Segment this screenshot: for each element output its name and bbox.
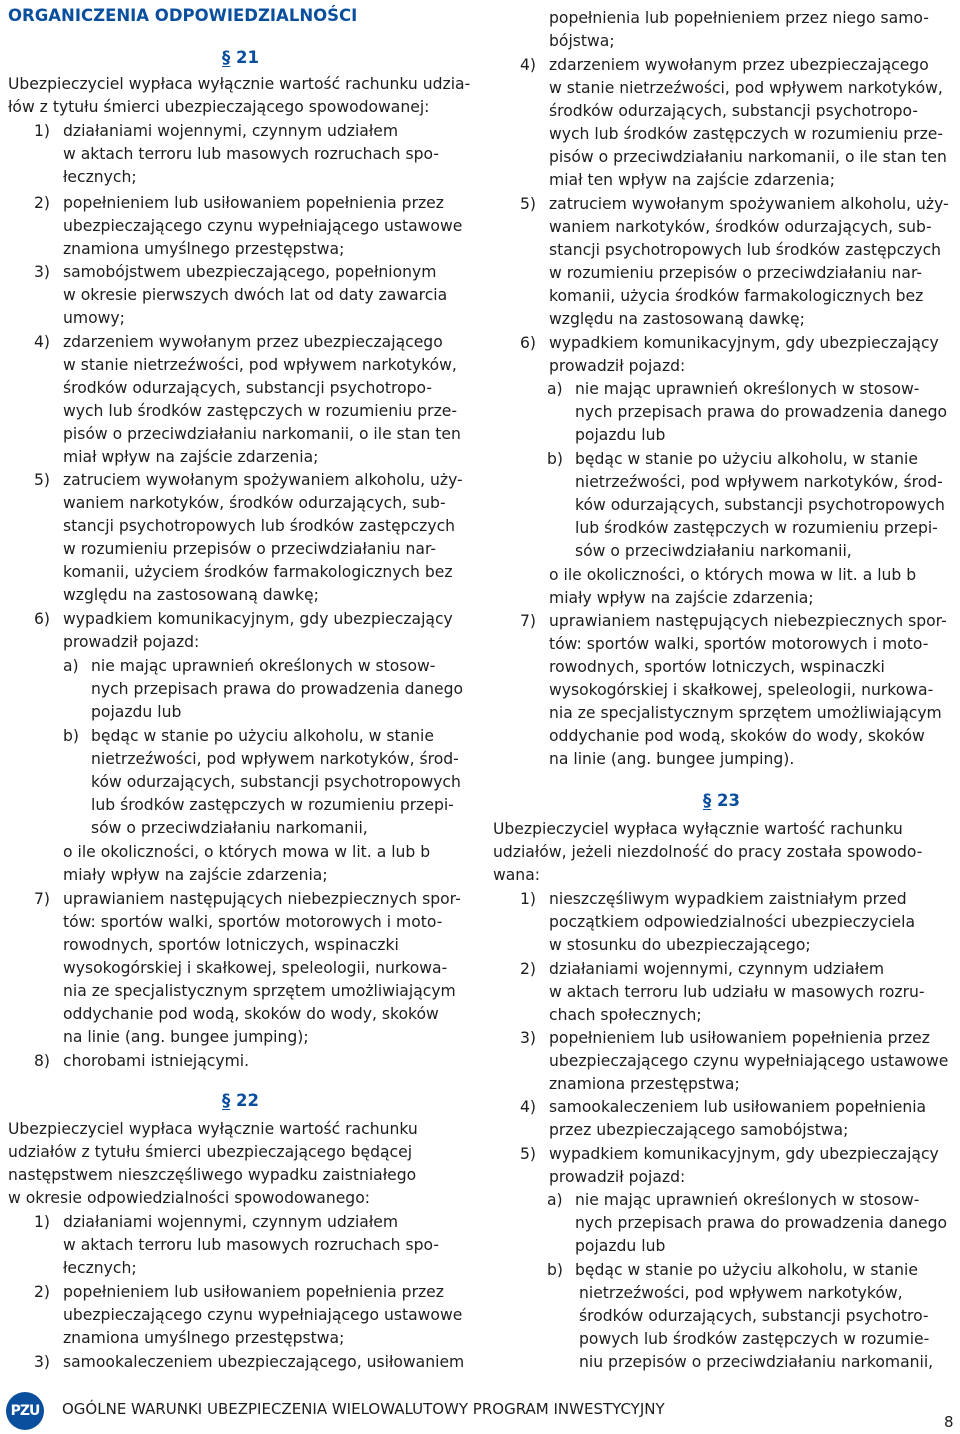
text-line: przez ubezpieczającego samobójstwa; (549, 1121, 849, 1139)
text-line: na linie (ang. bungee jumping); (63, 1028, 309, 1046)
list-marker: 1) (34, 122, 51, 140)
text-line: w aktach terroru lub udziału w masowych rozru- (549, 983, 925, 1001)
text-line: popełnieniem lub usiłowaniem popełnienia przez (63, 1283, 444, 1301)
list-marker: 5) (34, 471, 51, 489)
text-line: nie mając uprawnień określonych w stosow- (575, 380, 920, 398)
text-line: miał wpływ na zajście zdarzenia; (63, 448, 319, 466)
text-line: nietrzeźwości, pod wpływem narkotyków, (579, 1284, 903, 1302)
footer-title: OGÓLNE WARUNKI UBEZPIECZENIA WIELOWALUTOWY PROGRAM INWESTYCYJNY (62, 1400, 665, 1418)
text-line: Ubezpieczyciel wypłaca wyłącznie wartość rachunku (493, 820, 903, 838)
text-line: będąc w stanie po użyciu alkoholu, w stanie (91, 727, 434, 745)
text-line: udziałów, jeżeli niezdolność do pracy została spowodo- (493, 843, 923, 861)
text-line: niu przepisów o przeciwdziałaniu narkomanii, (579, 1353, 934, 1371)
text-line: nietrzeźwości, pod wpływem narkotyków, środ- (91, 750, 459, 768)
text-line: zatruciem wywołanym spożywaniem alkoholu, uży- (63, 471, 463, 489)
text-line: w rozumieniu przepisów o przeciwdziałaniu nar- (549, 264, 922, 282)
list-marker: 3) (34, 263, 51, 281)
text-line: względu na zastosowaną dawkę; (63, 586, 319, 604)
list-marker: a) (547, 1191, 563, 1209)
section-heading: ORGANICZENIA ODPOWIEDZIALNOŚCI (8, 6, 358, 25)
text-line: ków odurzających, substancji psychotropowych (91, 773, 461, 791)
text-line: łecznych; (63, 1259, 137, 1277)
text-line: nych przepisach prawa do prowadzenia danego (91, 680, 464, 698)
text-line: samookaleczeniem lub usiłowaniem popełnienia (549, 1098, 927, 1116)
text-line: umowy; (63, 309, 125, 327)
text-line: prowadził pojazd: (549, 1168, 686, 1186)
list-marker: 6) (34, 610, 51, 628)
pzu-logo: PZU (6, 1392, 44, 1430)
text-line: wana: (493, 866, 541, 884)
section-symbol: § (222, 1091, 231, 1110)
text-line: względu na zastosowaną dawkę; (549, 310, 805, 328)
text-line: miały wpływ na zajście zdarzenia; (63, 866, 328, 884)
text-line: pojazdu lub (91, 703, 182, 721)
list-marker: b) (63, 727, 79, 745)
text-line: lub środków zastępczych w rozumieniu przepi- (575, 519, 938, 537)
text-line: znamiona umyślnego przestępstwa; (63, 1329, 345, 1347)
text-line: wych lub środków zastępczych w rozumieniu prze- (549, 125, 943, 143)
text-line: uprawianiem następujących niebezpiecznych spor- (63, 890, 461, 908)
list-marker: 2) (34, 1283, 51, 1301)
text-line: środków odurzających, substancji psychotro- (579, 1307, 929, 1325)
text-line: Ubezpieczyciel wypłaca wyłącznie wartość rachunku (8, 1120, 418, 1138)
text-line: o ile okoliczności, o których mowa w lit. a lub b (549, 566, 917, 584)
text-line: nia ze specjalistycznym sprzętem umożliwiającym (63, 982, 456, 1000)
text-line: pojazdu lub (575, 1237, 666, 1255)
text-line: popełnienia lub popełnieniem przez niego samo- (549, 9, 929, 27)
text-line: rowodnych, sportów lotniczych, wspinaczki (549, 658, 885, 676)
paragraph-number: § 22 (222, 1091, 259, 1110)
text-line: zatruciem wywołanym spożywaniem alkoholu, uży- (549, 195, 949, 213)
text-line: na linie (ang. bungee jumping). (549, 750, 795, 768)
text-line: wych lub środków zastępczych w rozumieniu prze- (63, 402, 457, 420)
text-line: będąc w stanie po użyciu alkoholu, w stanie (575, 1261, 918, 1279)
section-symbol: § (703, 791, 712, 810)
text-line: w stosunku do ubezpieczającego; (549, 936, 811, 954)
text-line: popełnieniem lub usiłowaniem popełnienia przez (63, 194, 444, 212)
text-line: w stanie nietrzeźwości, pod wpływem narkotyków, (63, 356, 457, 374)
list-marker: a) (63, 657, 79, 675)
text-line: wypadkiem komunikacyjnym, gdy ubezpieczający (549, 1145, 939, 1163)
text-line: chorobami istniejącymi. (63, 1052, 250, 1070)
list-marker: 5) (520, 195, 537, 213)
paragraph-number: § 23 (703, 791, 740, 810)
text-line: działaniami wojennymi, czynnym udziałem (549, 960, 885, 978)
text-line: miały wpływ na zajście zdarzenia; (549, 589, 814, 607)
text-line: nych przepisach prawa do prowadzenia danego (575, 403, 948, 421)
text-line: znamiona umyślnego przestępstwa; (63, 240, 345, 258)
section-symbol: § (222, 48, 231, 67)
text-line: pojazdu lub (575, 426, 666, 444)
list-marker: 3) (34, 1353, 51, 1371)
text-line: bójstwa; (549, 32, 615, 50)
text-line: waniem narkotyków, środków odurzających, sub- (63, 494, 446, 512)
list-marker: 4) (520, 56, 537, 74)
text-line: sów o przeciwdziałaniu narkomanii, (575, 542, 852, 560)
text-line: waniem narkotyków, środków odurzających, sub- (549, 218, 932, 236)
text-line: ubezpieczającego czynu wypełniającego ustawowe (63, 217, 463, 235)
list-marker: 5) (520, 1145, 537, 1163)
text-line: łów z tytułu śmierci ubezpieczającego spowodowanej: (8, 98, 430, 116)
list-marker: 3) (520, 1029, 537, 1047)
text-line: nych przepisach prawa do prowadzenia danego (575, 1214, 948, 1232)
text-line: zdarzeniem wywołanym przez ubezpieczającego (63, 333, 443, 351)
text-line: stancji psychotropowych lub środków zastępczych (63, 517, 456, 535)
text-line: w okresie pierwszych dwóch lat od daty zawarcia (63, 286, 448, 304)
text-line: działaniami wojennymi, czynnym udziałem (63, 122, 399, 140)
text-line: nietrzeźwości, pod wpływem narkotyków, środ- (575, 473, 943, 491)
text-line: nie mając uprawnień określonych w stosow- (91, 657, 436, 675)
text-line: ków odurzających, substancji psychotropowych (575, 496, 945, 514)
text-line: w aktach terroru lub masowych rozruchach spo- (63, 1236, 439, 1254)
list-marker: b) (547, 450, 563, 468)
text-line: komanii, użycia środków farmakologicznych bez (549, 287, 924, 305)
text-line: miał ten wpływ na zajście zdarzenia; (549, 171, 835, 189)
text-line: początkiem odpowiedzialności ubezpieczyciela (549, 913, 916, 931)
text-line: działaniami wojennymi, czynnym udziałem (63, 1213, 399, 1231)
text-line: Ubezpieczyciel wypłaca wyłącznie wartość rachunku udzia- (8, 75, 471, 93)
list-marker: a) (547, 380, 563, 398)
list-marker: 2) (520, 960, 537, 978)
text-line: w okresie odpowiedzialności spowodowanego: (8, 1189, 370, 1207)
text-line: o ile okoliczności, o których mowa w lit. a lub b (63, 843, 431, 861)
text-line: popełnieniem lub usiłowaniem popełnienia przez (549, 1029, 930, 1047)
text-line: łecznych; (63, 168, 137, 186)
list-marker: 6) (520, 334, 537, 352)
text-line: lub środków zastępczych w rozumieniu przepi- (91, 796, 454, 814)
text-line: zdarzeniem wywołanym przez ubezpieczającego (549, 56, 929, 74)
text-line: ubezpieczającego czynu wypełniającego ustawowe (549, 1052, 949, 1070)
list-marker: b) (547, 1261, 563, 1279)
text-line: w aktach terroru lub masowych rozruchach spo- (63, 145, 439, 163)
text-line: pisów o przeciwdziałaniu narkomanii, o ile stan ten (63, 425, 461, 443)
text-line: znamiona przestępstwa; (549, 1075, 740, 1093)
text-line: pisów o przeciwdziałaniu narkomanii, o ile stan ten (549, 148, 947, 166)
text-line: powych lub środków zastępczych w rozumie- (579, 1330, 930, 1348)
text-line: samookaleczeniem ubezpieczającego, usiłowaniem (63, 1353, 465, 1371)
list-marker: 7) (34, 890, 51, 908)
text-line: następstwem nieszczęśliwego wypadku zaistniałego (8, 1166, 417, 1184)
text-line: środków odurzających, substancji psychotropo- (549, 102, 918, 120)
list-marker: 7) (520, 612, 537, 630)
text-line: stancji psychotropowych lub środków zastępczych (549, 241, 942, 259)
text-line: będąc w stanie po użyciu alkoholu, w stanie (575, 450, 918, 468)
text-line: chach społecznych; (549, 1006, 702, 1024)
list-marker: 4) (520, 1098, 537, 1116)
list-marker: 1) (520, 890, 537, 908)
text-line: sów o przeciwdziałaniu narkomanii, (91, 819, 368, 837)
text-line: tów: sportów walki, sportów motorowych i moto- (63, 913, 443, 931)
text-line: oddychanie pod wodą, skoków do wody, skoków (63, 1005, 439, 1023)
text-line: ubezpieczającego czynu wypełniającego ustawowe (63, 1306, 463, 1324)
text-line: wysokogórskiej i skałkowej, speleologii, nurkowa- (549, 681, 934, 699)
text-line: uprawianiem następujących niebezpiecznych spor- (549, 612, 947, 630)
list-marker: 8) (34, 1052, 51, 1070)
text-line: prowadził pojazd: (549, 357, 686, 375)
text-line: środków odurzających, substancji psychotropo- (63, 379, 432, 397)
text-line: samobójstwem ubezpieczającego, popełnionym (63, 263, 437, 281)
text-line: nia ze specjalistycznym sprzętem umożliwiającym (549, 704, 942, 722)
list-marker: 4) (34, 333, 51, 351)
text-line: wypadkiem komunikacyjnym, gdy ubezpieczający (549, 334, 939, 352)
paragraph-number: § 21 (222, 48, 259, 67)
text-line: wypadkiem komunikacyjnym, gdy ubezpieczający (63, 610, 453, 628)
text-line: nie mając uprawnień określonych w stosow- (575, 1191, 920, 1209)
text-line: wysokogórskiej i skałkowej, speleologii, nurkowa- (63, 959, 448, 977)
text-line: oddychanie pod wodą, skoków do wody, skoków (549, 727, 925, 745)
text-line: tów: sportów walki, sportów motorowych i moto- (549, 635, 929, 653)
text-line: w stanie nietrzeźwości, pod wpływem narkotyków, (549, 79, 943, 97)
text-line: prowadził pojazd: (63, 633, 200, 651)
list-marker: 2) (34, 194, 51, 212)
text-line: nieszczęśliwym wypadkiem zaistniałym przed (549, 890, 907, 908)
text-line: w rozumieniu przepisów o przeciwdziałaniu nar- (63, 540, 436, 558)
text-line: rowodnych, sportów lotniczych, wspinaczki (63, 936, 399, 954)
text-line: komanii, użyciem środków farmakologicznych bez (63, 563, 453, 581)
text-line: udziałów z tytułu śmierci ubezpieczającego będącej (8, 1143, 413, 1161)
list-marker: 1) (34, 1213, 51, 1231)
page-number: 8 (944, 1413, 954, 1431)
